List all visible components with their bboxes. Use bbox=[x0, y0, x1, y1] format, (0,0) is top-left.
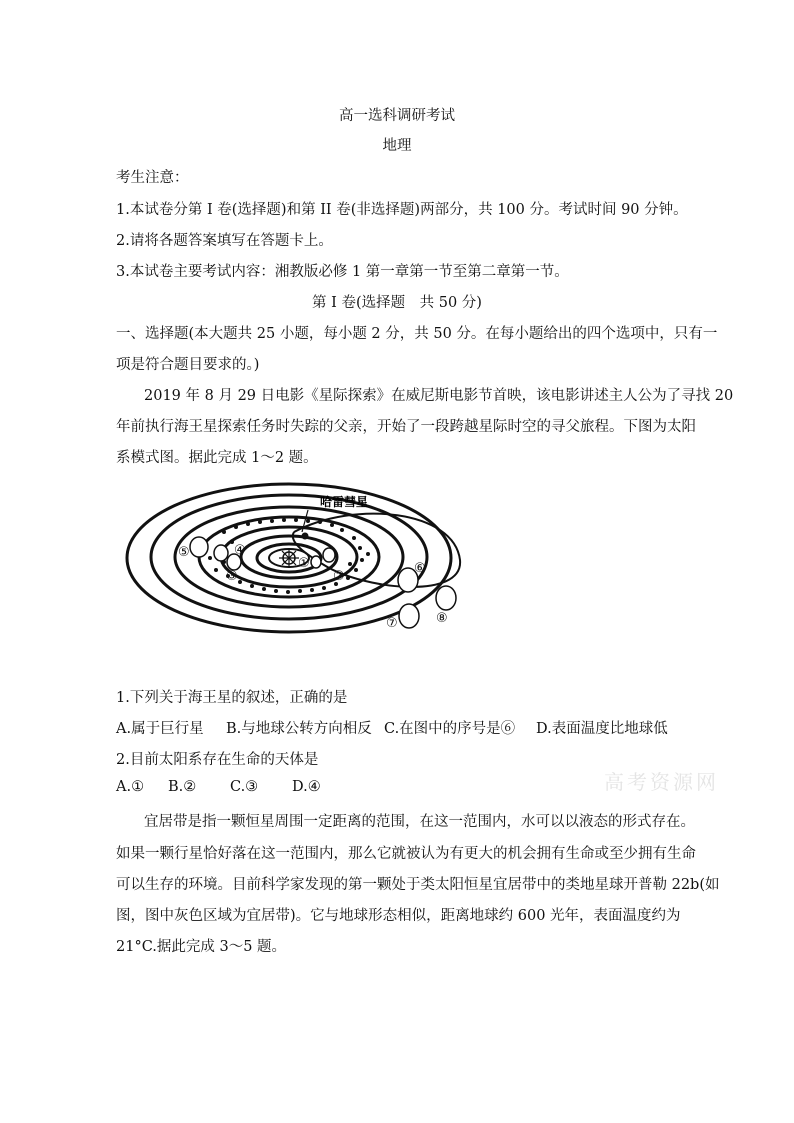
planet-2 bbox=[323, 548, 335, 562]
marker-4: ④ bbox=[234, 543, 246, 558]
passage2-line4: 图，图中灰色区域为宜居带)。它与地球形态相似，距离地球约 600 光年，表面温度约为 bbox=[116, 908, 681, 924]
marker-3: ③ bbox=[226, 569, 238, 584]
marker-5: ⑤ bbox=[178, 545, 190, 560]
part1-instruction-1: 一、选择题(本大题共 25 小题，每小题 2 分，共 50 分。在每小题给出的四个选项中，只有一 bbox=[116, 326, 718, 342]
part1-title: 第 I 卷(选择题 共 50 分) bbox=[312, 295, 482, 311]
exam-title: 高一选科调研考试 bbox=[339, 108, 455, 124]
exam-subject: 地理 bbox=[382, 138, 412, 154]
marker-7: ⑦ bbox=[386, 616, 398, 631]
comet-label: 哈雷彗星 bbox=[320, 495, 369, 509]
passage1-line2: 年前执行海王星探索任务时失踪的父亲，开始了一段跨越星际时空的寻父旅程。下图为太阳 bbox=[116, 419, 696, 435]
passage1-line3: 系模式图。据此完成 1～2 题。 bbox=[116, 450, 318, 466]
notice-heading: 考生注意： bbox=[116, 170, 189, 186]
notice-item-1: 1.本试卷分第 I 卷(选择题)和第 II 卷(非选择题)两部分，共 100 分。考试时间 90 分钟。 bbox=[116, 202, 688, 218]
solar-system-diagram bbox=[124, 470, 474, 640]
planet-4 bbox=[214, 545, 228, 561]
sun-icon bbox=[279, 548, 299, 568]
planet-7 bbox=[399, 604, 419, 628]
marker-1: ① bbox=[298, 556, 310, 571]
watermark: 高考资源网 bbox=[604, 770, 719, 794]
planet-8 bbox=[436, 586, 456, 610]
passage2-line5: 21°C.据此完成 3～5 题。 bbox=[116, 939, 287, 955]
q2-option-b: B.② bbox=[168, 779, 197, 795]
part1-instruction-2: 项是符合题目要求的。) bbox=[116, 357, 260, 373]
notice-item-2: 2.请将各题答案填写在答题卡上。 bbox=[116, 233, 333, 249]
q2-option-d: D.④ bbox=[292, 779, 321, 795]
q1-option-b: B.与地球公转方向相反 bbox=[226, 721, 372, 737]
halley-comet bbox=[302, 533, 309, 540]
planet-1 bbox=[311, 556, 321, 568]
q1-option-a: A.属于巨行星 bbox=[116, 721, 204, 737]
passage2-line1: 宜居带是指一颗恒星周围一定距离的范围，在这一范围内，水可以以液态的形式存在。 bbox=[144, 814, 695, 830]
q2-option-c: C.③ bbox=[230, 779, 259, 795]
marker-6: ⑥ bbox=[414, 561, 426, 576]
marker-2: ② bbox=[333, 569, 345, 584]
passage2-line3: 可以生存的环境。目前科学家发现的第一颗处于类太阳恒星宜居带中的类地星球开普勒 22b(如 bbox=[116, 877, 720, 893]
planet-5 bbox=[190, 537, 208, 557]
q1-option-c: C.在图中的序号是⑥ bbox=[384, 721, 516, 737]
q2-stem: 2.目前太阳系存在生命的天体是 bbox=[116, 752, 319, 768]
passage2-line2: 如果一颗行星恰好落在这一范围内，那么它就被认为有更大的机会拥有生命或至少拥有生命 bbox=[116, 846, 696, 862]
marker-8: ⑧ bbox=[436, 611, 448, 626]
q1-option-d: D.表面温度比地球低 bbox=[536, 721, 668, 737]
q2-option-a: A.① bbox=[116, 779, 145, 795]
passage1-line1: 2019 年 8 月 29 日电影《星际探索》在威尼斯电影节首映，该电影讲述主人公为了寻找 20 bbox=[144, 388, 734, 404]
q1-stem: 1.下列关于海王星的叙述，正确的是 bbox=[116, 690, 348, 706]
notice-item-3: 3.本试卷主要考试内容：湘教版必修 1 第一章第一节至第二章第一节。 bbox=[116, 264, 569, 280]
